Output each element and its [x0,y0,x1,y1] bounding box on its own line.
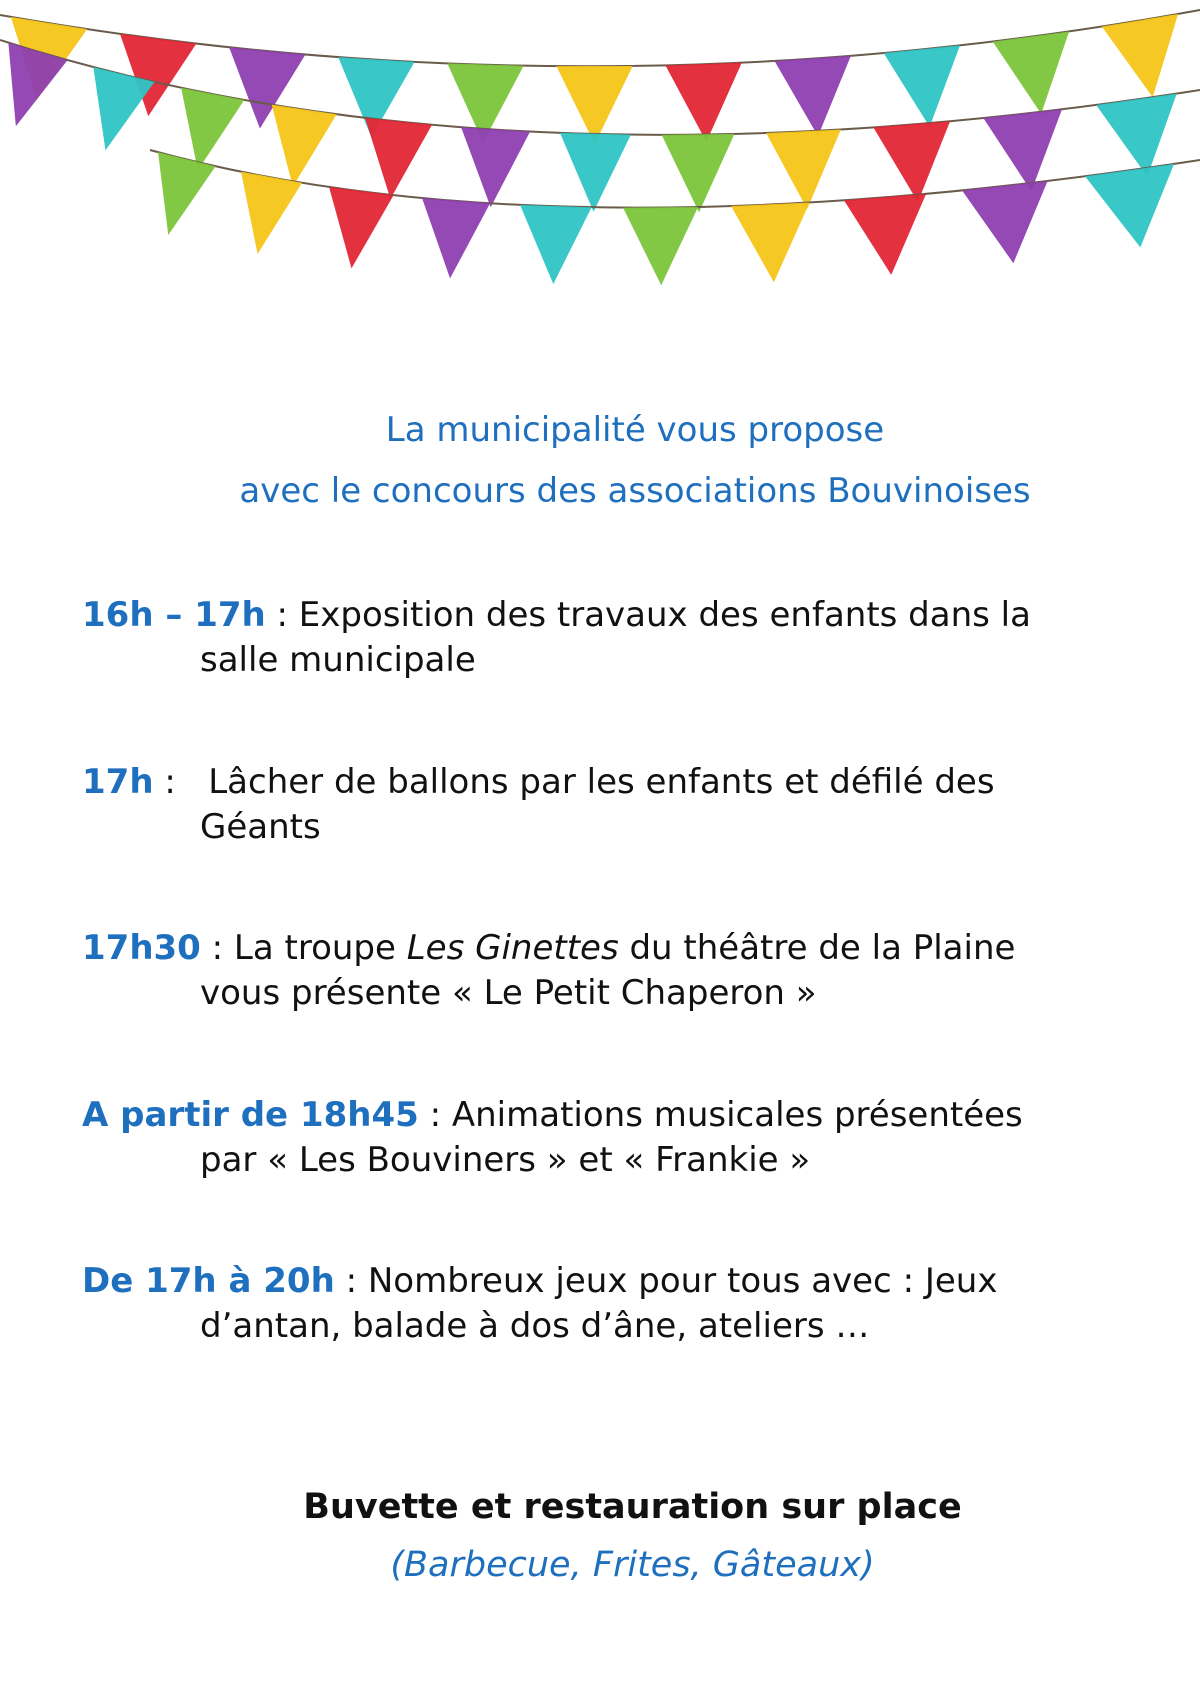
program-text: Animations musicales présentées [451,1095,1023,1135]
bunting-flag [766,129,841,209]
bunting-flag [731,202,810,282]
bunting-flag [983,109,1062,191]
program-text: Exposition des travaux des enfants dans la [298,595,1031,635]
program-item-1 [82,593,1122,683]
program-time: 17h30 [82,928,201,968]
program-time: 16h – 17h [82,595,266,635]
bunting-flag [158,152,216,235]
program-item-2 [82,760,1122,850]
footer-title: Buvette et restauration sur place [303,1487,962,1527]
bunting-flag [662,134,735,212]
program-time: A partir de 18h45 [82,1095,419,1135]
bunting-flag [272,105,337,187]
bunting-decoration [0,0,1200,380]
bunting-flag [329,187,394,268]
bunting-flag [993,31,1069,113]
bunting-flag [520,205,592,284]
bunting-flag [665,63,741,142]
bunting-flag [844,194,926,275]
program-text-pre: La troupe [233,928,407,968]
program-sep: : [200,928,234,968]
intro-line-2: avec le concours des associations Bouvinoises [239,471,1031,511]
program-item-3 [82,926,1122,1016]
program-text-continued: Géants [200,807,321,847]
program-text-continued: d’antan, balade à dos d’âne, ateliers … [200,1306,870,1346]
program-text: Nombreux jeux pour tous avec : Jeux [367,1261,998,1301]
bunting-flag [1096,94,1177,177]
bunting-flag [1102,14,1178,97]
intro-line-1: La municipalité vous propose [385,410,885,450]
program-text-continued: salle municipale [200,640,476,680]
troupe-name: Les Ginettes [406,928,619,968]
bunting-flag [461,127,530,207]
bunting-flag [1085,164,1174,247]
program-text-continued: par « Les Bouviners » et « Frankie » [200,1140,811,1180]
bunting-flag [884,45,960,126]
bunting-flag [775,56,851,136]
bunting-flag [241,172,302,254]
footer-subtitle: (Barbecue, Frites, Gâteaux) [390,1545,875,1585]
bunting-flag [422,198,490,278]
program-sep: : [334,1261,368,1301]
bunting-flag [623,207,698,285]
program-item-5 [82,1259,1122,1349]
program-sep: : [153,762,209,802]
program-text-post: du théâtre de la Plaine [618,928,1016,968]
program-sep: : [265,595,299,635]
bunting-flag [181,88,244,171]
program-time: De 17h à 20h [82,1261,335,1301]
bunting-flag [365,118,432,199]
program-text-continued: vous présente « Le Petit Chaperon » [200,973,817,1013]
bunting-flag [560,133,631,212]
program-item-4 [82,1093,1122,1183]
program-time: 17h [82,762,154,802]
bunting-flag [873,121,950,202]
bunting-flag [962,181,1048,263]
program-text: Lâcher de ballons par les enfants et défilé des [208,762,995,802]
program-sep: : [418,1095,452,1135]
